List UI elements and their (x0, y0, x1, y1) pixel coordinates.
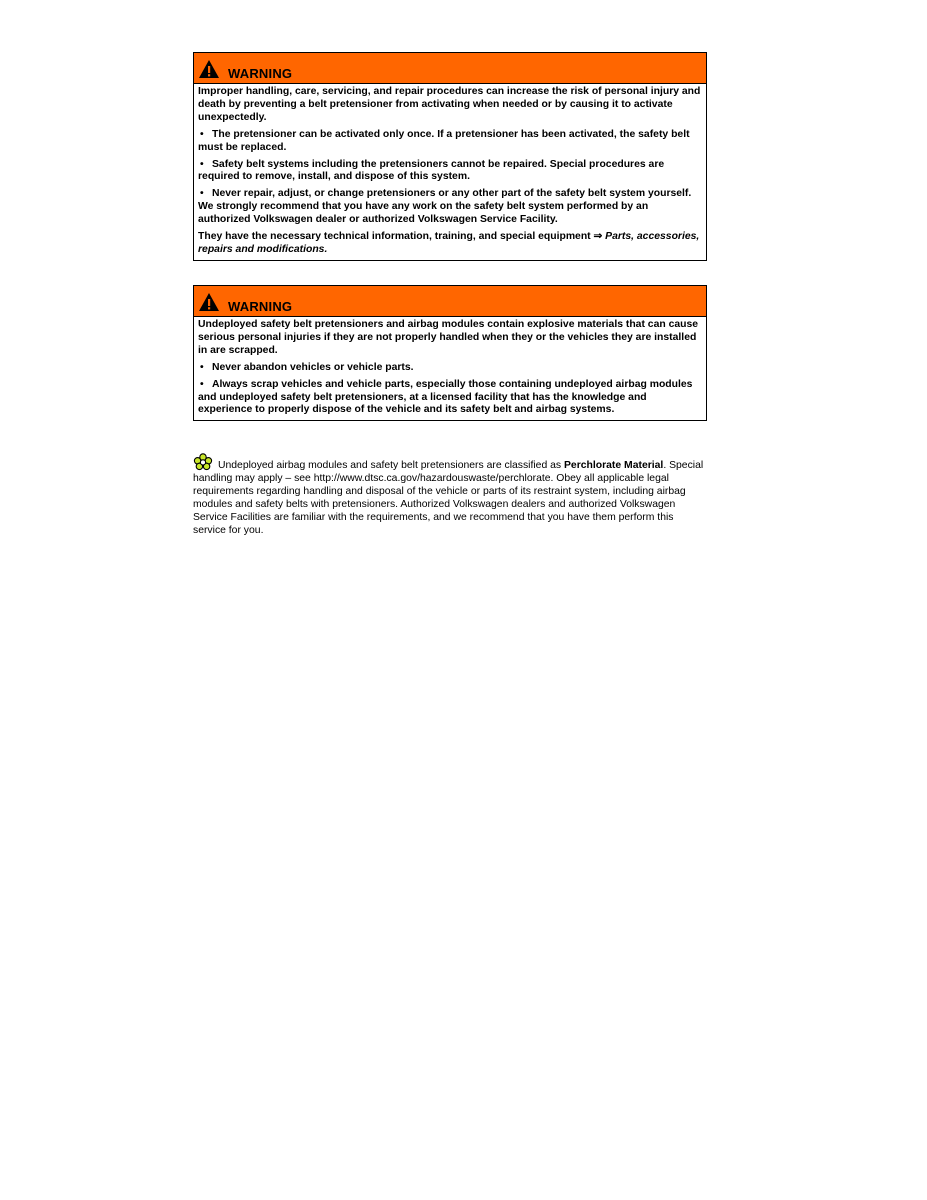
cross-reference-link[interactable]: Parts, accessories, repairs and modifications. (198, 231, 700, 255)
warning-bullet-item: • The pretensioner can be activated only once. If a pretensioner has been activated, the safety belt must be replaced. (198, 128, 690, 153)
bullet-icon: • (200, 188, 204, 200)
warning-bullet-item: • Never abandon vehicles or vehicle parts. (200, 361, 414, 373)
warning-header (194, 53, 706, 84)
bullet-icon: • (200, 361, 204, 373)
warning-body (194, 84, 706, 260)
bullet-icon: • (200, 128, 204, 140)
warning-triangle-icon (198, 59, 220, 79)
warning-bullet-item: • Never repair, adjust, or change pretensioners or any other part of the safety belt system yourself. We strongly recommend that you have any work on the safety belt system performed by an authorized Volkswagen dealer or authorized Volkswagen Service Facility. (198, 188, 692, 226)
warning-box-explosive-materials (193, 285, 707, 421)
warning-header (194, 286, 706, 317)
warning-triangle-icon (198, 292, 220, 312)
warning-body (194, 317, 706, 420)
warning-closing: They have the necessary technical information, training, and special equipment ⇒ Parts, accessories, repairs and modifications. (198, 231, 700, 255)
warning-bullet-item: • Safety belt systems including the pretensioners cannot be repaired. Special procedures are required to remove, install, and dispose of this system. (198, 158, 665, 183)
environment-note (193, 453, 709, 537)
warning-bullet-item: • Always scrap vehicles and vehicle parts, especially those containing undeployed airbag modules and undeployed safety belt pretensioners, at a licensed facility that has the knowledge and experience to properly dispose of the vehicle and its safety belt and airbag systems. (198, 378, 693, 416)
bullet-icon: • (200, 378, 204, 390)
environment-note-text: Undeployed airbag modules and safety belt pretensioners are classified as Perchlorate Material. Special handling may apply – see http://www.dtsc.ca.gov/hazardouswaste/perchlorate. Obey all applicable legal requirements regarding handling and disposal of the vehicle or parts of its restraint system, including airbag modules and safety belts with pretensioners. Authorized Volkswagen dealers and authorized Volkswagen Service Facilities are familiar with the requirements, and we recommend that you have them perform this service for you. (193, 453, 709, 537)
arrow-icon: ⇒ (593, 231, 603, 243)
bullet-icon: • (200, 158, 204, 170)
perchlorate-material-term: Perchlorate Material (563, 460, 664, 471)
warning-box-pretensioner-handling (193, 52, 707, 261)
environment-flower-icon (193, 453, 213, 471)
warning-title: WARNING (228, 66, 293, 81)
warning-title: WARNING (228, 299, 293, 314)
warning-intro: Undeployed safety belt pretensioners and airbag modules contain explosive materials that can cause serious personal injuries if they are not properly handled when they or the vehicles they are installed in are scrapped. (198, 319, 699, 356)
warning-intro: Improper handling, care, servicing, and repair procedures can increase the risk of personal injury and death by preventing a belt pretensioner from activating when needed or by causing it to activate unexpectedly. (198, 86, 701, 123)
